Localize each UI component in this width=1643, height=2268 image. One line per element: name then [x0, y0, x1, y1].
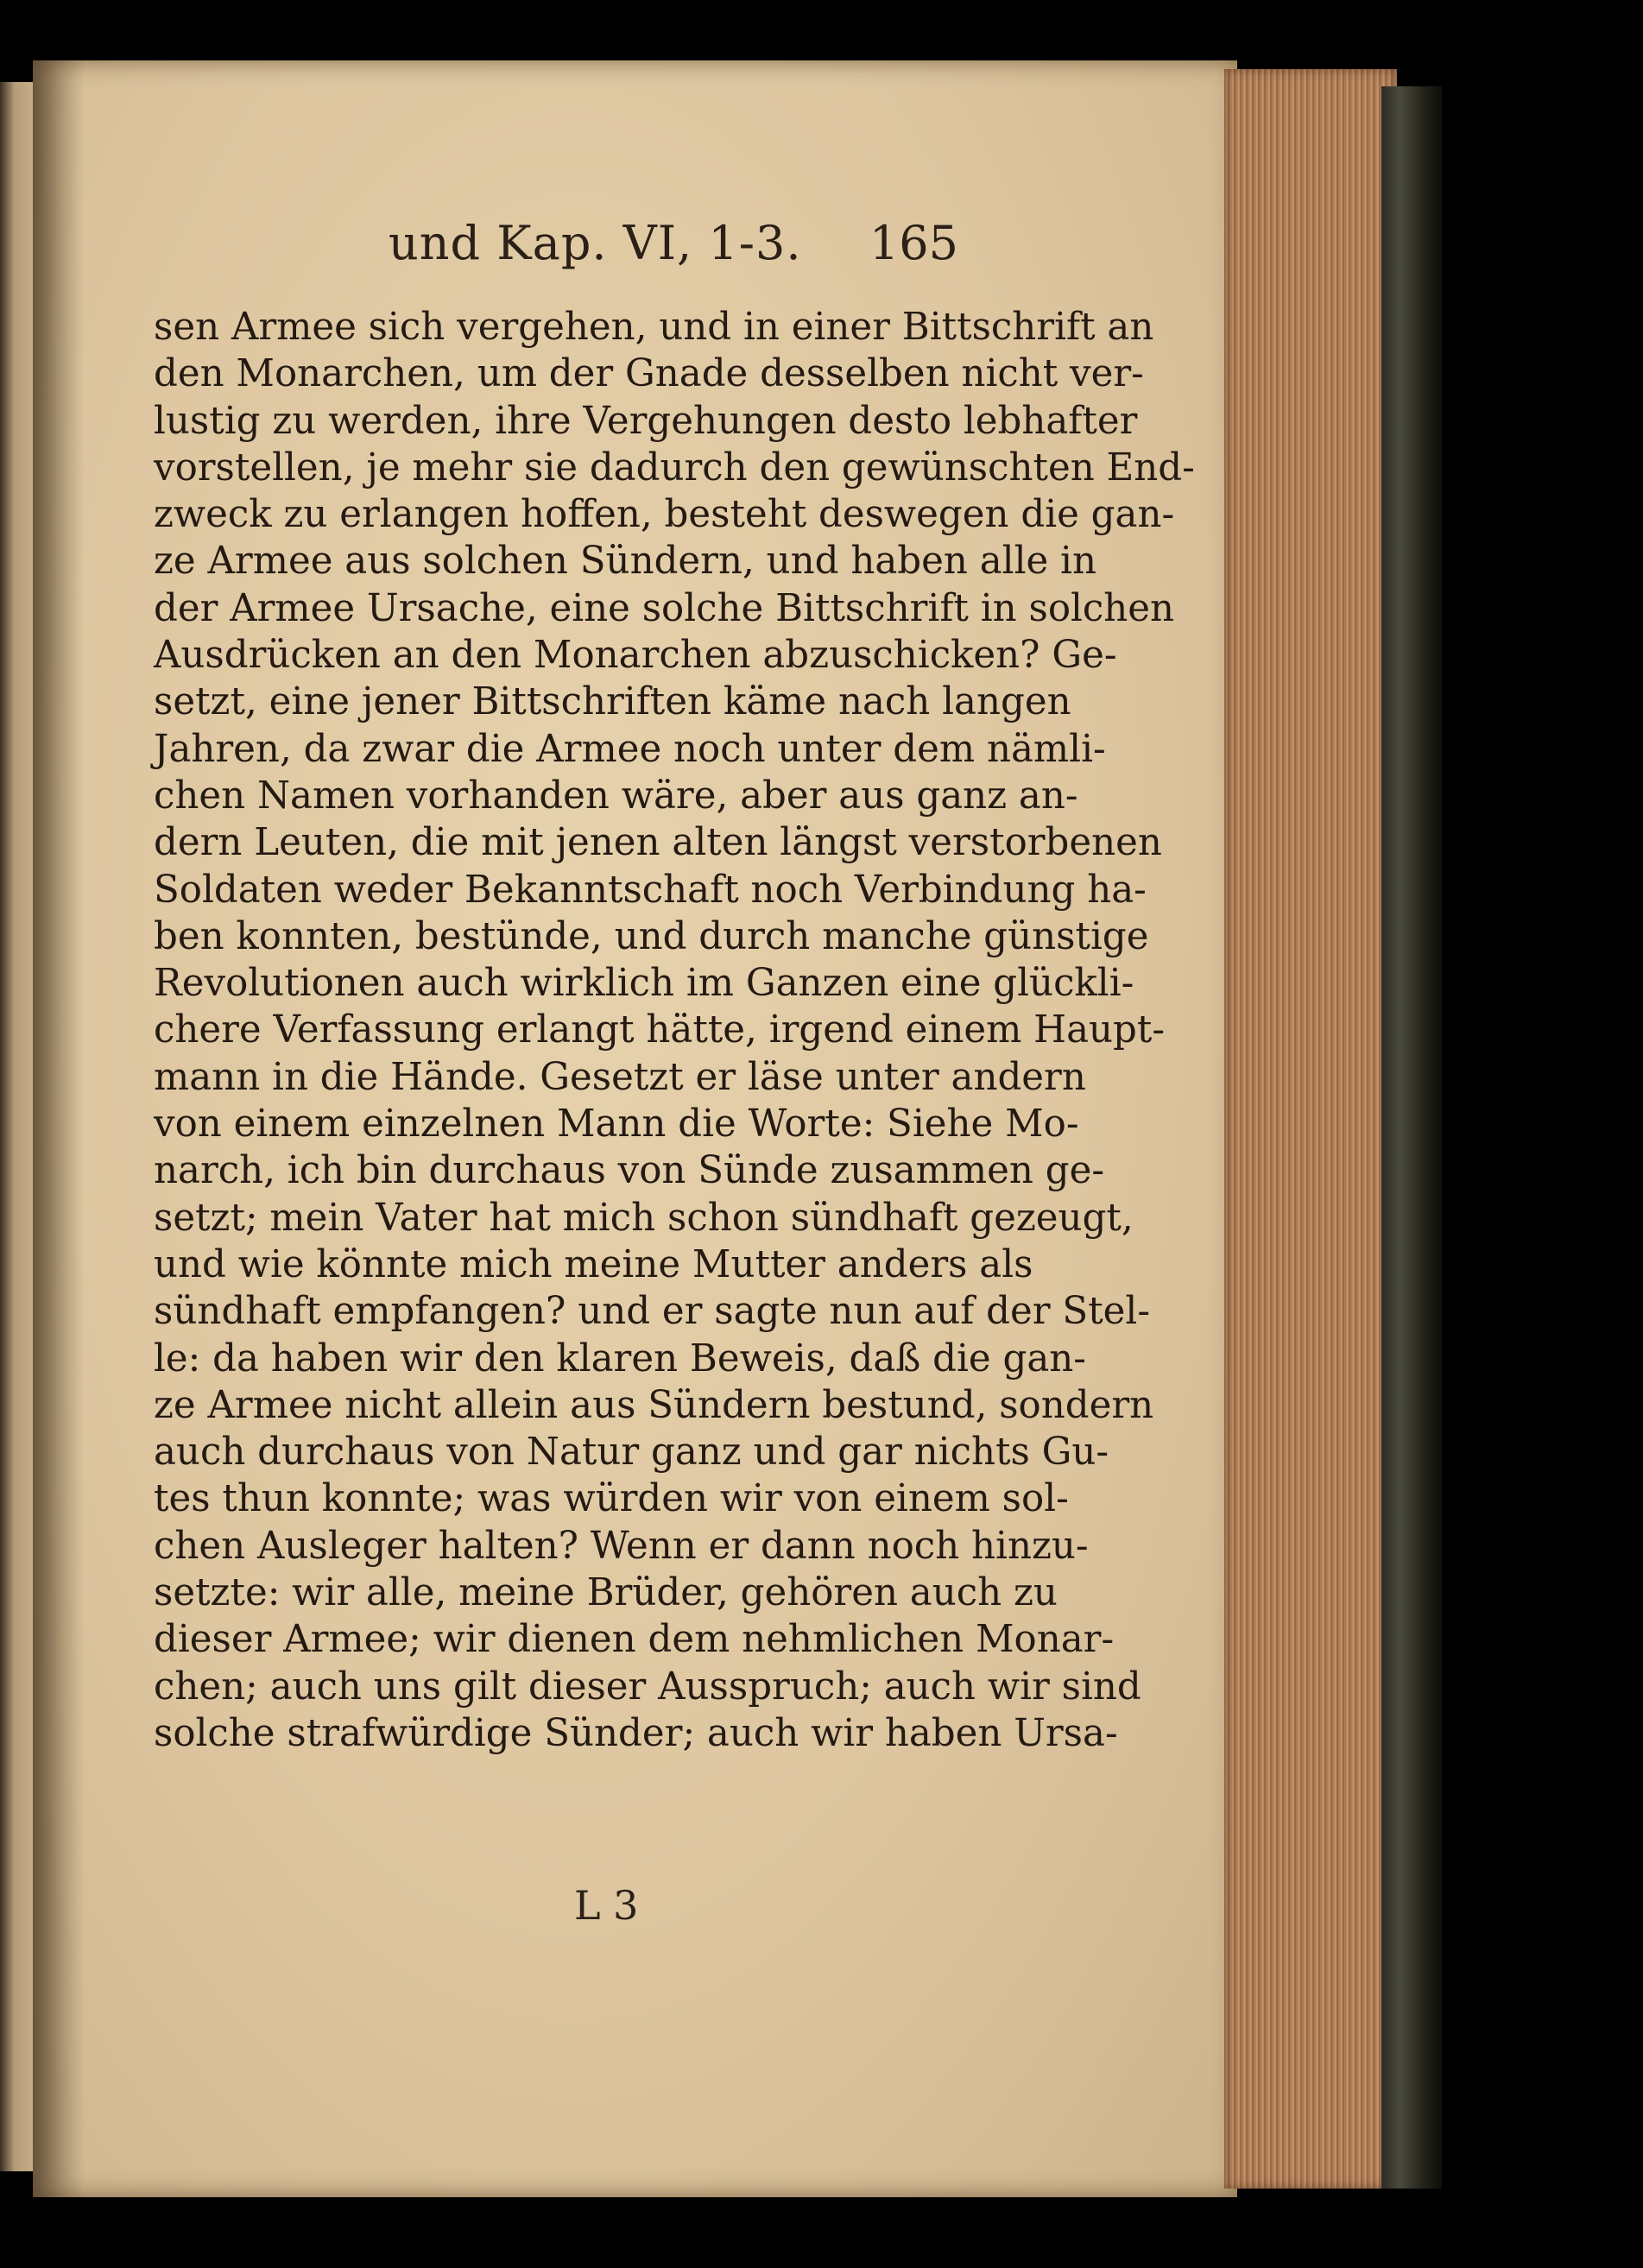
text-line: sen Armee sich vergehen, und in einer Bittschrift an	[154, 306, 1154, 349]
text-line: zweck zu erlangen hoffen, besteht deswegen die gan-	[154, 493, 1175, 537]
text-line: Jahren, da zwar die Armee noch unter dem nämli-	[154, 727, 1106, 771]
text-line: setzt, eine jener Bittschriften käme nach langen	[154, 680, 1071, 724]
text-line: Ausdrücken an den Monarchen abzuschicken? Ge-	[154, 634, 1117, 678]
signature-mark: L 3	[574, 1882, 639, 1929]
text-line: setzte: wir alle, meine Brüder, gehören auch zu	[154, 1571, 1058, 1615]
body-text	[154, 304, 1195, 1757]
text-line: chen; auch uns gilt dieser Ausspruch; auch wir sind	[154, 1665, 1141, 1709]
text-line: vorstellen, je mehr sie dadurch den gewünschten End-	[154, 445, 1195, 490]
text-line: setzt; mein Vater hat mich schon sündhaft gezeugt,	[154, 1196, 1134, 1240]
text-line: le: da haben wir den klaren Beweis, daß die gan-	[154, 1336, 1086, 1380]
text-line: und wie könnte mich meine Mutter anders als	[154, 1242, 1033, 1286]
page-gutter-shadow	[33, 60, 85, 2197]
page-block-edge	[1224, 69, 1397, 2189]
text-line: chen Namen vorhanden wäre, aber aus ganz an-	[154, 774, 1078, 818]
text-line: Revolutionen auch wirklich im Ganzen eine glückli-	[154, 962, 1134, 1006]
text-line: tes thun konnte; was würden wir von einem sol-	[154, 1477, 1069, 1521]
text-line: von einem einzelnen Mann die Worte: Siehe Mo-	[154, 1102, 1079, 1147]
book-cover-edge	[1381, 86, 1442, 2189]
text-line: ze Armee aus solchen Sündern, und haben alle in	[154, 540, 1096, 584]
text-line: ben konnten, bestünde, und durch manche günstige	[154, 914, 1149, 958]
running-head	[164, 216, 958, 294]
text-line: sündhaft empfangen? und er sagte nun auf der Stel-	[154, 1290, 1151, 1334]
text-line: den Monarchen, um der Gnade desselben nicht ver-	[154, 352, 1144, 396]
running-title: und Kap. VI, 1-3.	[389, 216, 802, 270]
text-line: dieser Armee; wir dienen dem nehmlichen Monar-	[154, 1618, 1115, 1662]
text-line: mann in die Hände. Gesetzt er läse unter andern	[154, 1055, 1086, 1099]
text-line: ze Armee nicht allein aus Sündern bestund, sondern	[154, 1383, 1154, 1427]
text-line: auch durchaus von Natur ganz und gar nichts Gu-	[154, 1431, 1109, 1475]
text-line: Soldaten weder Bekanntschaft noch Verbindung ha-	[154, 868, 1147, 912]
text-line: narch, ich bin durchaus von Sünde zusammen ge-	[154, 1149, 1105, 1193]
previous-page-edge	[0, 82, 36, 2171]
text-line: chen Ausleger halten? Wenn er dann noch hinzu-	[154, 1524, 1089, 1568]
text-line: lustig zu werden, ihre Vergehungen desto lebhafter	[154, 399, 1138, 443]
text-line: solche strafwürdige Sünder; auch wir haben Ursa-	[154, 1711, 1118, 1755]
text-line: chere Verfassung erlangt hätte, irgend einem Haupt-	[154, 1008, 1166, 1052]
page-number: 165	[869, 216, 958, 270]
text-line: dern Leuten, die mit jenen alten längst verstorbenen	[154, 821, 1162, 865]
text-line: der Armee Ursache, eine solche Bittschrift in solchen	[154, 586, 1175, 630]
